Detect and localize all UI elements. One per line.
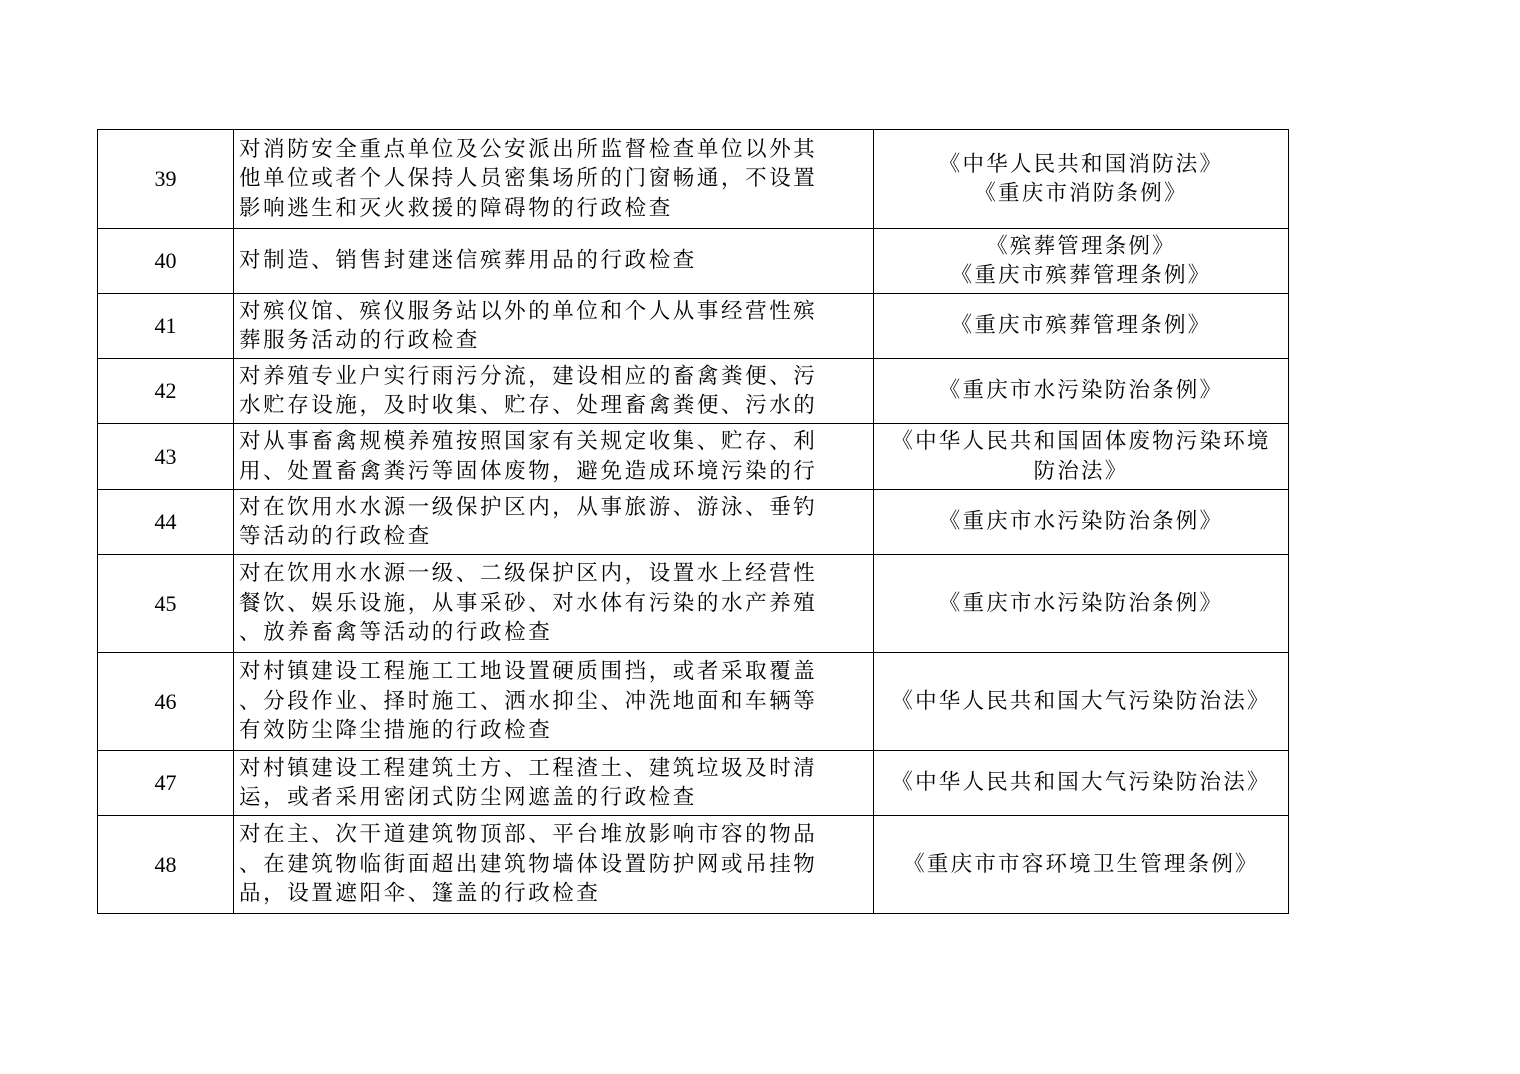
inspection-item-line: 、在建筑物临街面超出建筑物墙体设置防护网或吊挂物: [239, 851, 818, 877]
law-inspection-table: [97, 129, 1289, 914]
table-row: [98, 130, 1289, 229]
legal-basis-line: 《殡葬管理条例》: [986, 233, 1176, 259]
inspection-item-line: 他单位或者个人保持人员密集场所的门窗畅通，不设置: [239, 166, 818, 192]
inspection-item: [234, 653, 874, 751]
table-row: [98, 751, 1289, 816]
inspection-item-line: 对制造、销售封建迷信殡葬用品的行政检查: [239, 248, 697, 274]
inspection-item-line: 等活动的行政检查: [239, 524, 432, 549]
legal-basis: [874, 294, 1289, 359]
inspection-item: [234, 751, 874, 816]
inspection-item-line: 餐饮、娱乐设施，从事采砂、对水体有污染的水产养殖: [239, 590, 818, 616]
legal-basis: [874, 490, 1289, 555]
legal-basis-line: 《重庆市殡葬管理条例》: [950, 263, 1212, 288]
legal-basis: [874, 653, 1289, 751]
table-row: [98, 294, 1289, 359]
inspection-item-line: 对在饮用水水源一级保护区内，从事旅游、游泳、垂钓: [239, 494, 818, 520]
legal-basis-line: 《重庆市水污染防治条例》: [938, 509, 1224, 535]
inspection-item-line: 有效防尘降尘措施的行政检查: [239, 718, 553, 744]
row-number: 47: [98, 751, 234, 816]
inspection-item: [234, 229, 874, 294]
legal-basis-line: 《中华人民共和国大气污染防治法》: [891, 688, 1271, 714]
legal-basis: [874, 751, 1289, 816]
legal-basis-line: 《重庆市市容环境卫生管理条例》: [903, 851, 1259, 877]
table-row: [98, 424, 1289, 490]
table-row: [98, 359, 1289, 424]
inspection-item-line: 对养殖专业户实行雨污分流，建设相应的畜禽粪便、污: [239, 363, 818, 389]
row-number: 44: [98, 490, 234, 555]
row-number: 42: [98, 359, 234, 424]
table-row: [98, 229, 1289, 294]
legal-basis: [874, 816, 1289, 914]
row-number: 39: [98, 130, 234, 229]
inspection-item-line: 对在饮用水水源一级、二级保护区内，设置水上经营性: [239, 561, 818, 587]
inspection-item-line: 对村镇建设工程施工工地设置硬质围挡，或者采取覆盖: [239, 659, 818, 685]
legal-basis-line: 《重庆市消防条例》: [974, 181, 1188, 206]
inspection-item-line: 对从事畜禽规模养殖按照国家有关规定收集、贮存、利: [239, 429, 818, 454]
row-number: 41: [98, 294, 234, 359]
legal-basis: [874, 130, 1289, 229]
inspection-item-line: 、分段作业、择时施工、洒水抑尘、冲洗地面和车辆等: [239, 688, 818, 714]
inspection-item-line: 水贮存设施，及时收集、贮存、处理畜禽粪便、污水的: [239, 393, 818, 418]
inspection-item-line: 对消防安全重点单位及公安派出所监督检查单位以外其: [239, 136, 818, 162]
inspection-item-line: 影响逃生和灭火救援的障碍物的行政检查: [239, 195, 673, 221]
table-body: [98, 130, 1289, 914]
legal-basis: [874, 555, 1289, 653]
legal-basis-line: 《重庆市水污染防治条例》: [938, 590, 1224, 616]
legal-basis-line: 《中华人民共和国固体废物污染环境: [891, 429, 1271, 454]
table-row: [98, 816, 1289, 914]
inspection-item: [234, 490, 874, 555]
inspection-item-line: 品，设置遮阳伞、篷盖的行政检查: [239, 881, 601, 907]
legal-basis-line: 《中华人民共和国消防法》: [938, 151, 1224, 177]
inspection-item-line: 运，或者采用密闭式防尘网遮盖的行政检查: [239, 785, 697, 810]
legal-basis-line: 《重庆市殡葬管理条例》: [950, 313, 1212, 339]
inspection-item-line: 对村镇建设工程建筑土方、工程渣土、建筑垃圾及时清: [239, 755, 818, 781]
inspection-item-line: 对殡仪馆、殡仪服务站以外的单位和个人从事经营性殡: [239, 298, 818, 324]
table-row: [98, 653, 1289, 751]
table-row: [98, 490, 1289, 555]
legal-basis: [874, 359, 1289, 424]
inspection-item-line: 、放养畜禽等活动的行政检查: [239, 620, 553, 646]
row-number: 40: [98, 229, 234, 294]
legal-basis: [874, 424, 1289, 490]
row-number: 43: [98, 424, 234, 490]
inspection-item-line: 用、处置畜禽粪污等固体废物，避免造成环境污染的行: [239, 458, 818, 484]
legal-basis-line: 《中华人民共和国大气污染防治法》: [891, 770, 1271, 796]
inspection-item: [234, 359, 874, 424]
inspection-item-line: 对在主、次干道建筑物顶部、平台堆放影响市容的物品: [239, 822, 818, 848]
legal-basis-line: 防治法》: [1033, 458, 1129, 484]
row-number: 48: [98, 816, 234, 914]
inspection-item: [234, 816, 874, 914]
row-number: 46: [98, 653, 234, 751]
inspection-item: [234, 555, 874, 653]
legal-basis-line: 《重庆市水污染防治条例》: [938, 378, 1224, 404]
row-number: 45: [98, 555, 234, 653]
legal-basis: [874, 229, 1289, 294]
inspection-item: [234, 294, 874, 359]
inspection-item: [234, 130, 874, 229]
inspection-item-line: 葬服务活动的行政检查: [239, 328, 481, 353]
table-row: [98, 555, 1289, 653]
inspection-item: [234, 424, 874, 490]
